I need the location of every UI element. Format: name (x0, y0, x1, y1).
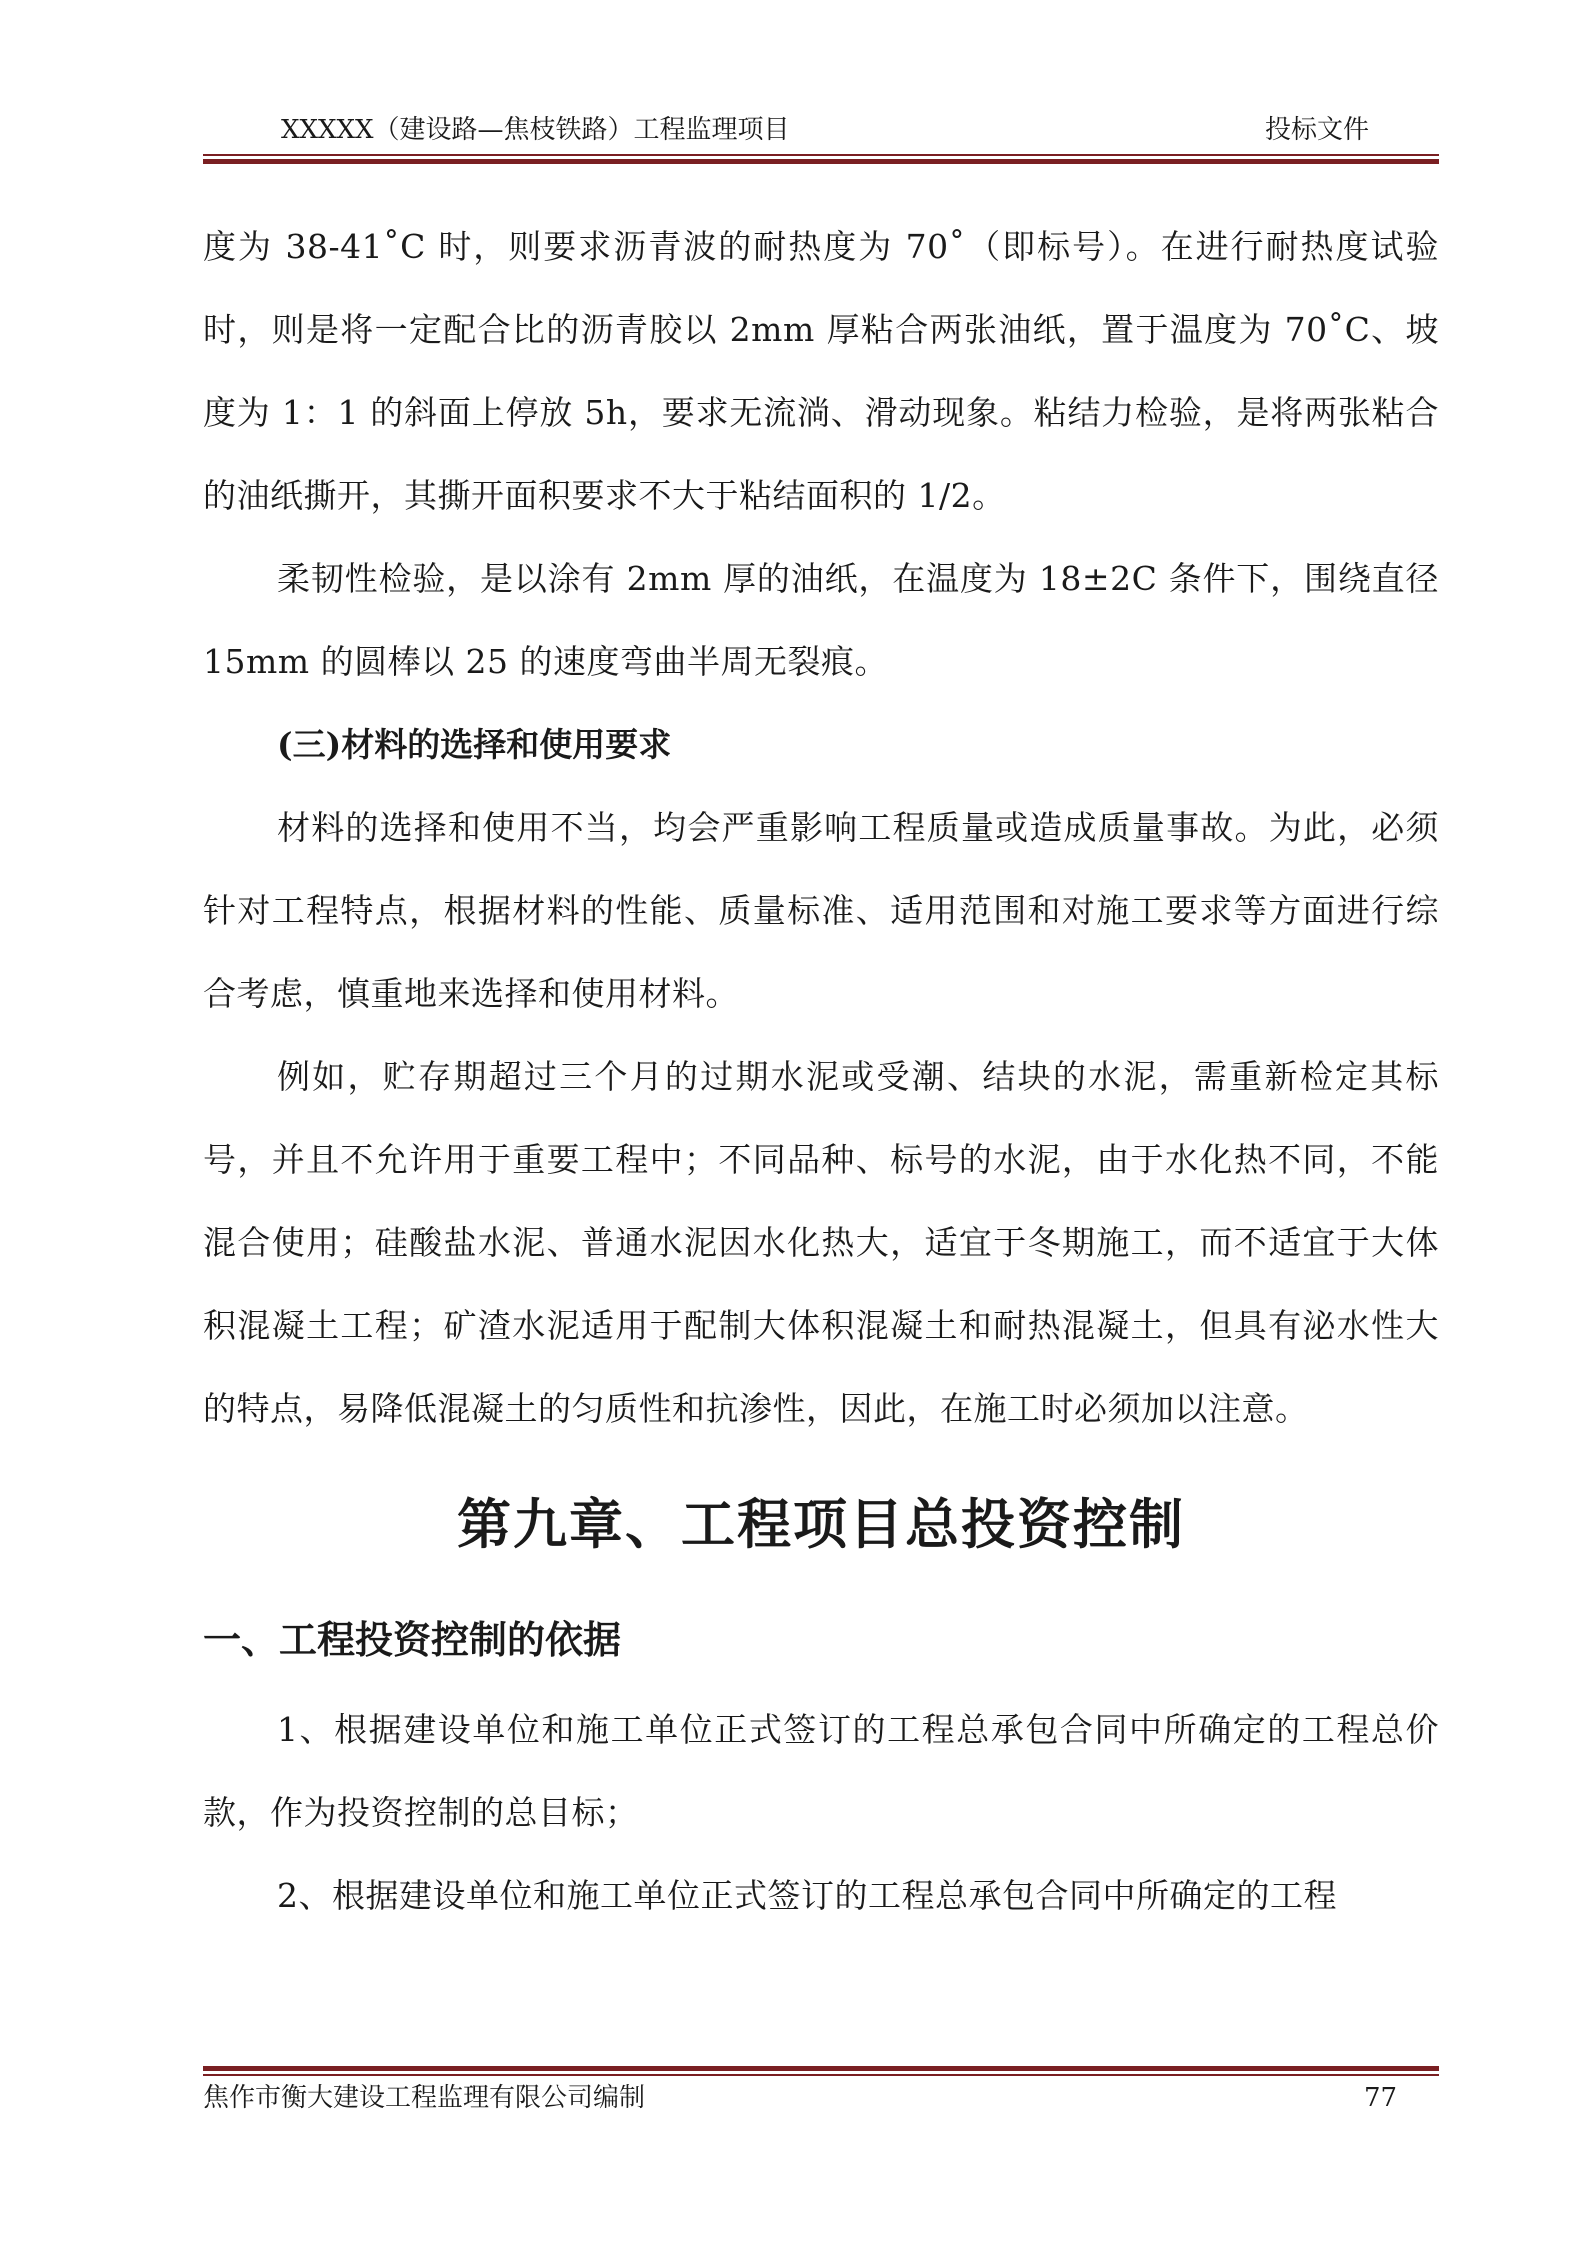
header-divider-thick (203, 159, 1439, 164)
page-header (203, 108, 1439, 152)
list-item-basis-1: 1、根据建设单位和施工单位正式签订的工程总承包合同中所确定的工程总价款，作为投资控制的总目标； (203, 1710, 1439, 1832)
footer-company: 焦作市衡大建设工程监理有限公司编制 (203, 2083, 646, 2113)
footer-divider-thin (203, 2074, 1439, 2076)
section-heading: 一、工程投资控制的依据 (203, 1618, 622, 1662)
subheading-material-selection: (三)材料的选择和使用要求 (277, 725, 672, 764)
paragraph-cement-example: 例如，贮存期超过三个月的过期水泥或受潮、结块的水泥，需重新检定其标号，并且不允许用于重要工程中；不同品种、标号的水泥，由于水化热不同，不能混合使用；硅酸盐水泥、普通水泥因水化热大，适宜于冬期施工，而不适宜于大体积混凝土工程；矿渣水泥适用于配制大体积混凝土和耐热混凝土，但具有泌水性大的特点，易降低混凝土的匀质性和抗渗性，因此，在施工时必须加以注意。 (203, 1057, 1439, 1428)
chapter-title: 第九章、工程项目总投资控制 (457, 1493, 1185, 1556)
paragraph-heat-resistance: 度为 38-41˚C 时，则要求沥青波的耐热度为 70˚（即标号）。在进行耐热度试验时，则是将一定配合比的沥青胶以 2mm 厚粘合两张油纸，置于温度为 70˚C、坡度为 1：1 的斜面上停放 5h，要求无流淌、滑动现象。粘结力检验，是将两张粘合的油纸撕开，其撕开面积要求不大于粘结面积的 1/2。 (203, 227, 1439, 515)
header-divider-thin (203, 154, 1439, 156)
footer-divider-thick (203, 2066, 1439, 2071)
list-item-basis-2: 2、根据建设单位和施工单位正式签订的工程总承包合同中所确定的工程 (277, 1876, 1337, 1915)
page-body (203, 205, 1439, 1937)
page-number: 77 (1364, 2083, 1398, 2113)
paragraph-flexibility-test: 柔韧性检验，是以涂有 2mm 厚的油纸，在温度为 18±2C 条件下，围绕直径 15mm 的圆棒以 25 的速度弯曲半周无裂痕。 (203, 559, 1439, 681)
paragraph-material-selection: 材料的选择和使用不当，均会严重影响工程质量或造成质量事故。为此，必须针对工程特点，根据材料的性能、质量标准、适用范围和对施工要求等方面进行综合考虑，慎重地来选择和使用材料。 (203, 808, 1439, 1013)
header-project-title: XXXXX（建设路—焦枝铁路）工程监理项目 (281, 115, 790, 145)
header-document-type: 投标文件 (1264, 115, 1369, 145)
